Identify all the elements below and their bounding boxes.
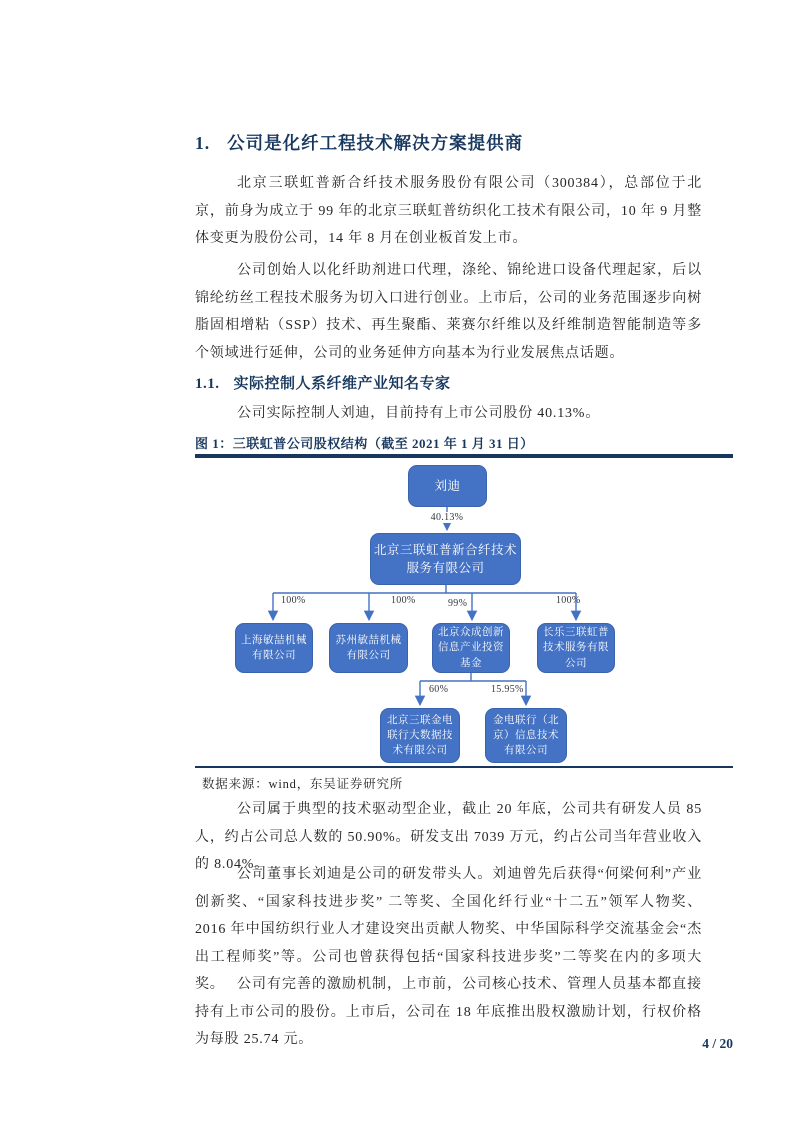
section-1-number: 1. [195,133,211,153]
org-node-controller: 刘迪 [408,465,487,507]
org-chart [195,458,733,766]
org-node-fund-investment-2: 金电联行（北京）信息技术有限公司 [485,708,567,763]
ownership-pct-sub-2: 100% [391,595,416,606]
paragraph-incentive-plan: 公司有完善的激励机制，上市前，公司核心技术、管理人员基本都直接持有上市公司的股份。上市后，公司在 18 年底推出股权激励计划，行权价格为每股 25.74 元。 [195,977,702,1047]
ownership-pct-fund-1: 60% [429,684,449,695]
data-source-note: 数据来源：wind，东吴证券研究所 [202,777,404,791]
org-node-subsidiary-2: 苏州敏喆机械有限公司 [329,623,408,673]
section-1-1-title: 实际控制人系纤维产业知名专家 [233,376,451,392]
ownership-pct-root: 40.13% [428,512,467,523]
section-1-1-heading [195,372,733,393]
paragraph-actual-controller: 公司实际控制人刘迪，目前持有上市公司股份 40.13%。 [237,406,601,421]
ownership-pct-sub-1: 100% [281,595,306,606]
org-node-subsidiary-4: 长乐三联虹普技术服务有限公司 [537,623,615,673]
section-1-title: 公司是化纤工程技术解决方案提供商 [227,133,524,153]
section-1-1-number: 1.1. [195,376,220,392]
org-node-fund-investment-1: 北京三联金电联行大数据技术有限公司 [380,708,460,763]
ownership-pct-sub-3: 99% [448,598,468,609]
section-1-heading [195,130,733,155]
ownership-pct-sub-4: 100% [556,595,581,606]
paragraph-company-intro: 北京三联虹普新合纤技术服务股份有限公司（300384），总部位于北京，前身为成立于 99 年的北京三联虹普纺织化工技术有限公司，10 年 9 月整体变更为股份公司，14 年 8 月在创业板首发上市。 [195,176,702,246]
org-node-subsidiary-1: 上海敏喆机械有限公司 [235,623,313,673]
ownership-pct-fund-2: 15.95% [491,684,524,695]
figure-1-equity-structure [195,454,733,768]
figure-caption: 图 1：三联虹普公司股权结构（截至 2021 年 1 月 31 日） [195,436,534,451]
paragraph-chairman-awards: 公司董事长刘迪是公司的研发带头人。刘迪曾先后获得“何梁何利”产业创新奖、“国家科技进步奖” 二等奖、全国化纤行业“十二五”领军人物奖、2016 年中国纺织行业人才建设突出贡献人物奖、中华国际科学交流基金会“杰出工程师奖”等。公司也曾获得包括“国家科技进步奖”二等奖在内的多项大奖。 [195,867,702,992]
page-number: 4 / 20 [702,1036,733,1051]
org-node-subsidiary-3: 北京众成创新信息产业投资基金 [432,623,510,673]
paragraph-founder-business: 公司创始人以化纤助剂进口代理，涤纶、锦纶进口设备代理起家，后以锦纶纺丝工程技术服务为切入口进行创业。上市后，公司的业务范围逐步向树脂固相增粘（SSP）技术、再生聚酯、莱赛尔纤维以及纤维制造智能制造等多个领域进行延伸，公司的业务延伸方向基本为行业发展焦点话题。 [195,263,702,361]
paragraph-rd-driven: 公司属于典型的技术驱动型企业，截止 20 年底，公司共有研发人员 85 人，约占公司总人数的 50.90%。研发支出 7039 万元，约占公司当年营业收入的 8.04%。 [195,802,702,872]
org-node-listed-company: 北京三联虹普新合纤技术服务有限公司 [370,533,521,585]
